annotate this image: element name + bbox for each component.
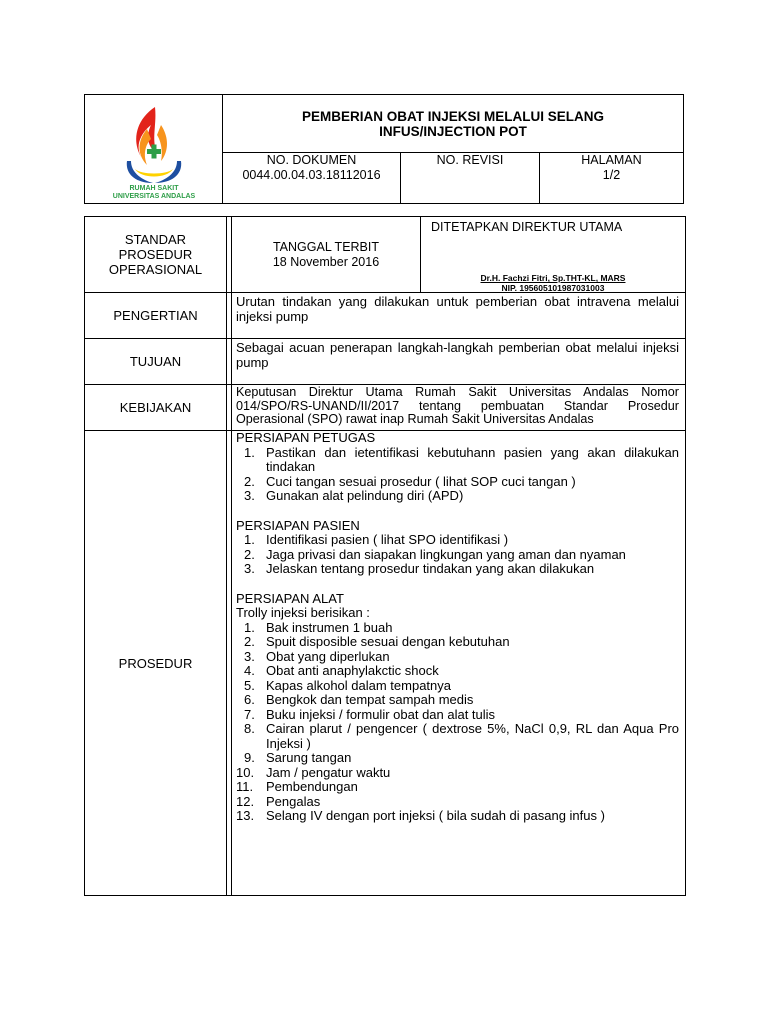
list-item-text: Jam / pengatur waktu <box>266 764 391 780</box>
kebijakan-text: Keputusan Direktur Utama Rumah Sakit Universitas Andalas Nomor 014/SPO/RS-UNAND/II/2017 tentang pembuatan Standar Prosedur Operasional (SPO) rawat inap Rumah Sakit Universitas Andalas <box>231 385 685 430</box>
title-line-1: PEMBERIAN OBAT INJEKSI MELALUI SELANG <box>301 108 605 124</box>
list-item: 2. Spuit disposible sesuai dengan kebutuhan <box>244 634 510 649</box>
pasien-list <box>236 533 679 577</box>
document-title <box>223 95 683 153</box>
list-item-text: Pastikan dan ietentifikasi kebutuhann pasien yang akan dilakukan tindakan <box>266 444 679 474</box>
prosedur-label: PROSEDUR <box>85 431 227 895</box>
list-item-text: Gunakan alat pelindung diri (APD) <box>266 488 464 503</box>
list-item: 12. Pengalas <box>236 793 321 809</box>
list-item: 5. Kapas alkohol dalam tempatnya <box>244 677 452 693</box>
prosedur-row <box>85 431 685 895</box>
list-item-text: Pembendungan <box>266 779 358 794</box>
list-item: 3. Jelaskan tentang prosedur tindakan yang akan dilakukan <box>244 561 595 576</box>
svg-text:UNIVERSITAS ANDALAS: UNIVERSITAS ANDALAS <box>112 193 196 200</box>
ditetapkan-cell <box>421 217 685 292</box>
sop-label-line: STANDAR <box>124 232 187 247</box>
list-item: 7. Buku injeksi / formulir obat dan alat tulis <box>244 706 496 722</box>
list-item-text: Jelaskan tentang prosedur tindakan yang akan dilakukan <box>266 561 595 576</box>
pengertian-row <box>85 293 685 339</box>
alat-list <box>236 621 679 766</box>
halaman-value: 1/2 <box>602 168 621 182</box>
pengertian-text: Urutan tindakan yang dilakukan untuk pemberian obat intravena melalui injeksi pump <box>231 293 685 338</box>
persiapan-alat-title: PERSIAPAN ALAT <box>236 590 344 606</box>
director-name: Dr.H. Fachzi Fitri, Sp.THT-KL, MARS <box>480 273 626 283</box>
list-item: 3. Obat yang diperlukan <box>244 648 390 664</box>
no-dokumen-cell <box>223 153 401 203</box>
list-item: 8. Cairan plarut / pengencer ( dextrose 5%, NaCl 0,9, RL dan Aqua Pro Injeksi ) <box>244 721 679 751</box>
tanggal-terbit-label: TANGGAL TERBIT <box>272 239 380 254</box>
persiapan-alat-intro: Trolly injeksi berisikan : <box>236 605 370 620</box>
no-revisi-cell <box>401 153 540 203</box>
sop-label-line: PROSEDUR <box>118 247 193 262</box>
tanggal-terbit-value: 18 November 2016 <box>272 254 380 269</box>
list-item: 10. Jam / pengatur waktu <box>236 764 391 780</box>
list-item-text: Cuci tangan sesuai prosedur ( lihat SOP cuci tangan ) <box>266 473 576 489</box>
list-item-text: Spuit disposible sesuai dengan kebutuhan <box>266 634 510 649</box>
list-item: 2. Jaga privasi dan siapakan lingkungan yang aman dan nyaman <box>244 546 626 562</box>
no-revisi-label: NO. REVISI <box>436 153 504 167</box>
tujuan-label: TUJUAN <box>85 339 227 384</box>
alat-list-continued <box>236 766 679 824</box>
prosedur-content <box>231 431 685 895</box>
document-header-table <box>84 94 684 204</box>
list-item: 11. Pembendungan <box>236 779 358 794</box>
ditetapkan-label: DITETAPKAN DIREKTUR UTAMA <box>431 220 623 234</box>
list-item: 6. Bengkok dan tempat sampah medis <box>244 692 474 707</box>
list-item-text: Obat anti anaphylakctic shock <box>266 663 439 678</box>
list-item-text: Kapas alkohol dalam tempatnya <box>266 677 452 693</box>
halaman-cell <box>540 153 683 203</box>
kebijakan-row <box>85 385 685 431</box>
list-item-text: Jaga privasi dan siapakan lingkungan yang aman dan nyaman <box>266 546 626 562</box>
list-item: 1. Bak instrumen 1 buah <box>244 619 393 635</box>
hospital-logo-icon <box>85 95 223 203</box>
no-dokumen-label: NO. DOKUMEN <box>266 153 357 167</box>
tujuan-text: Sebagai acuan penerapan langkah-langkah pemberian obat melalui injeksi pump <box>231 339 685 384</box>
tujuan-row <box>85 339 685 385</box>
sop-table <box>84 216 686 896</box>
list-item: 9. Sarung tangan <box>244 750 352 765</box>
list-item-text: Pengalas <box>266 793 321 809</box>
list-item: 3. Gunakan alat pelindung diri (APD) <box>244 488 464 503</box>
director-nip: NIP. 195605101987031003 <box>501 283 605 293</box>
list-item-text: Cairan plarut / pengencer ( dextrose 5%, NaCl 0,9, RL dan Aqua Pro Injeksi ) <box>266 721 679 751</box>
title-line-2: INFUS/INJECTION POT <box>379 123 527 139</box>
sop-label <box>85 217 227 292</box>
no-dokumen-value: 0044.00.04.03.18112016 <box>242 168 381 182</box>
list-item: 1. Identifikasi pasien ( lihat SPO identifikasi ) <box>244 532 509 547</box>
list-item-text: Identifikasi pasien ( lihat SPO identifikasi ) <box>266 532 509 547</box>
list-item-text: Bengkok dan tempat sampah medis <box>266 692 474 707</box>
list-item-text: Selang IV dengan port injeksi ( bila sudah di pasang infus ) <box>266 808 605 823</box>
list-item-text: Bak instrumen 1 buah <box>266 619 393 635</box>
persiapan-petugas-title: PERSIAPAN PETUGAS <box>236 430 376 445</box>
list-item: 1. Pastikan dan ietentifikasi kebutuhann pasien yang akan dilakukan tindakan <box>244 444 679 474</box>
list-item-text: Sarung tangan <box>266 750 352 765</box>
sop-row <box>85 217 685 293</box>
halaman-label: HALAMAN <box>581 153 642 167</box>
list-item-text: Buku injeksi / formulir obat dan alat tulis <box>266 706 496 722</box>
sop-label-line: OPERASIONAL <box>108 262 203 277</box>
list-item-text: Obat yang diperlukan <box>266 648 390 664</box>
persiapan-pasien-title: PERSIAPAN PASIEN <box>236 517 360 533</box>
list-item: 13. Selang IV dengan port injeksi ( bila sudah di pasang infus ) <box>236 808 605 823</box>
petugas-list <box>236 446 679 504</box>
kebijakan-label: KEBIJAKAN <box>85 385 227 430</box>
tanggal-terbit-cell <box>231 217 421 292</box>
svg-text:RUMAH SAKIT: RUMAH SAKIT <box>129 185 179 192</box>
pengertian-label: PENGERTIAN <box>85 293 227 338</box>
logo-cell <box>85 95 223 203</box>
list-item: 4. Obat anti anaphylakctic shock <box>244 663 439 678</box>
list-item: 2. Cuci tangan sesuai prosedur ( lihat SOP cuci tangan ) <box>244 473 576 489</box>
